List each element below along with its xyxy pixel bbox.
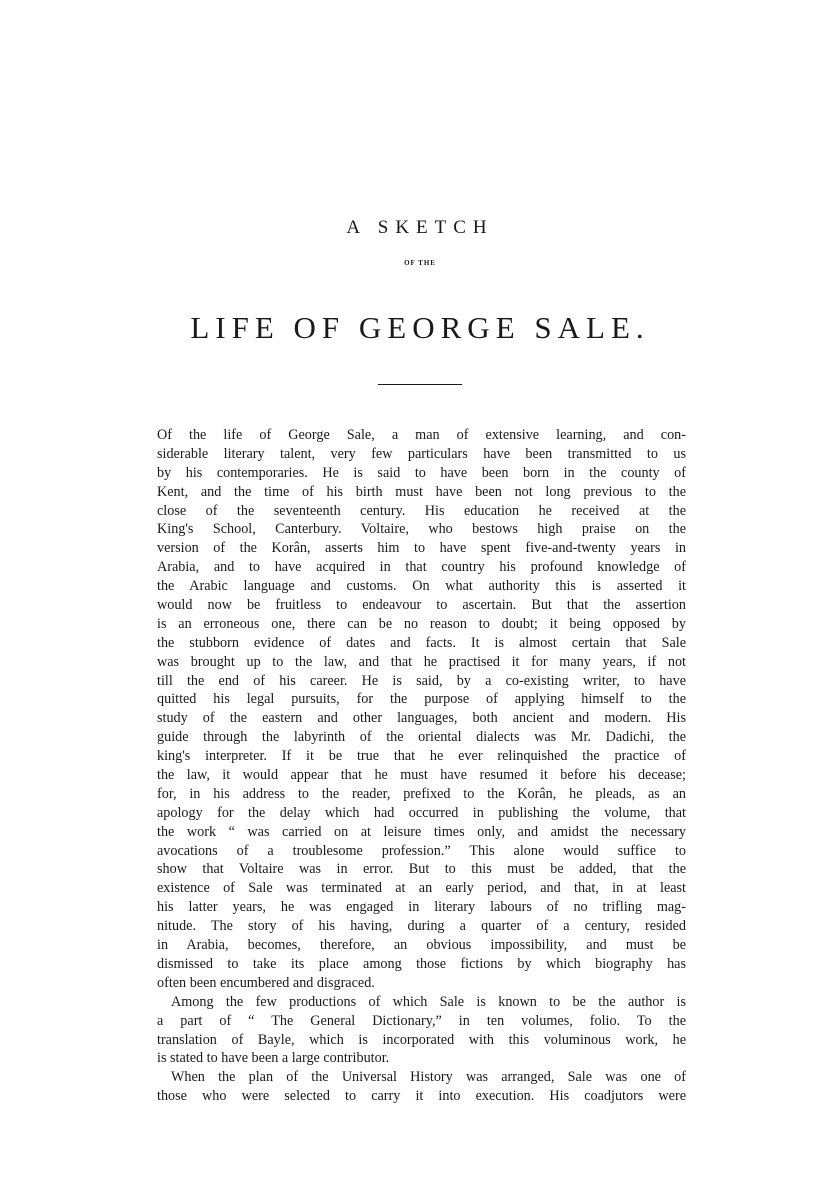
text-line: Kent, and the time of his birth must have been not long previous to the — [157, 483, 686, 500]
text-line: is stated to have been a large contributor. — [157, 1050, 390, 1067]
text-line: till the end of his career. He is said, by a co-existing writer, to have — [157, 672, 686, 689]
text-line: for, in his address to the reader, prefixed to the Korân, he pleads, as an — [157, 785, 686, 802]
text-line: Among the few productions of which Sale is known to be the author is — [171, 993, 686, 1010]
text-line: translation of Bayle, which is incorporated with this voluminous work, he — [157, 1031, 686, 1048]
text-line: by his contemporaries. He is said to have been born in the county of — [157, 464, 686, 481]
text-line: siderable literary talent, very few particulars have been transmitted to us — [157, 445, 686, 462]
text-line: those who were selected to carry it into execution. His coadjutors were — [157, 1088, 686, 1105]
text-line: version of the Korân, asserts him to have spent five-and-twenty years in — [157, 540, 686, 557]
title-divider — [378, 384, 462, 385]
text-line: apology for the delay which had occurred in publishing the volume, that — [157, 804, 686, 821]
body-text — [157, 426, 686, 1106]
text-line: close of the seventeenth century. His education he received at the — [157, 502, 686, 519]
text-line: show that Voltaire was in error. But to this must be added, that the — [157, 861, 686, 878]
text-line: guide through the labyrinth of the oriental dialects was Mr. Dadichi, the — [157, 729, 686, 746]
title-a-sketch: A SKETCH — [346, 217, 494, 238]
text-line: When the plan of the Universal History was arranged, Sale was one of — [171, 1069, 686, 1086]
text-line: was brought up to the law, and that he practised it for many years, if not — [157, 653, 686, 670]
title-of-the: OF THE — [404, 259, 436, 267]
title-life-of-george-sale: LIFE OF GEORGE SALE. — [190, 310, 650, 345]
text-line: would now be fruitless to endeavour to ascertain. But that the assertion — [157, 597, 686, 614]
text-line: nitude. The story of his having, during a quarter of a century, resided — [157, 918, 686, 935]
text-line: a part of “ The General Dictionary,” in ten volumes, folio. To the — [157, 1012, 686, 1029]
text-line: the stubborn evidence of dates and facts. It is almost certain that Sale — [157, 634, 686, 651]
text-line: existence of Sale was terminated at an early period, and that, in at least — [157, 880, 686, 897]
text-line: avocations of a troublesome profession.” This alone would suffice to — [157, 842, 686, 859]
text-line: Of the life of George Sale, a man of extensive learning, and con- — [157, 427, 686, 443]
text-line: king's interpreter. If it be true that he ever relinquished the practice of — [157, 748, 686, 765]
text-line: King's School, Canterbury. Voltaire, who bestows high praise on the — [157, 521, 686, 538]
text-line: the Arabic language and customs. On what authority this is asserted it — [157, 578, 686, 595]
text-line: his latter years, he was engaged in literary labours of no trifling mag- — [157, 899, 686, 916]
text-line: dismissed to take its place among those fictions by which biography has — [157, 955, 686, 972]
text-line: quitted his legal pursuits, for the purpose of applying himself to the — [157, 691, 686, 708]
text-line: is an erroneous one, there can be no reason to doubt; it being opposed by — [157, 615, 686, 632]
text-line: Arabia, and to have acquired in that country his profound knowledge of — [157, 559, 686, 576]
text-line: often been encumbered and disgraced. — [157, 974, 375, 991]
text-line: the work “ was carried on at leisure times only, and amidst the necessary — [157, 823, 686, 840]
text-line: the law, it would appear that he must have resumed it before his decease; — [157, 767, 686, 784]
text-line: study of the eastern and other languages, both ancient and modern. His — [157, 710, 686, 727]
text-line: in Arabia, becomes, therefore, an obvious impossibility, and must be — [157, 937, 686, 954]
